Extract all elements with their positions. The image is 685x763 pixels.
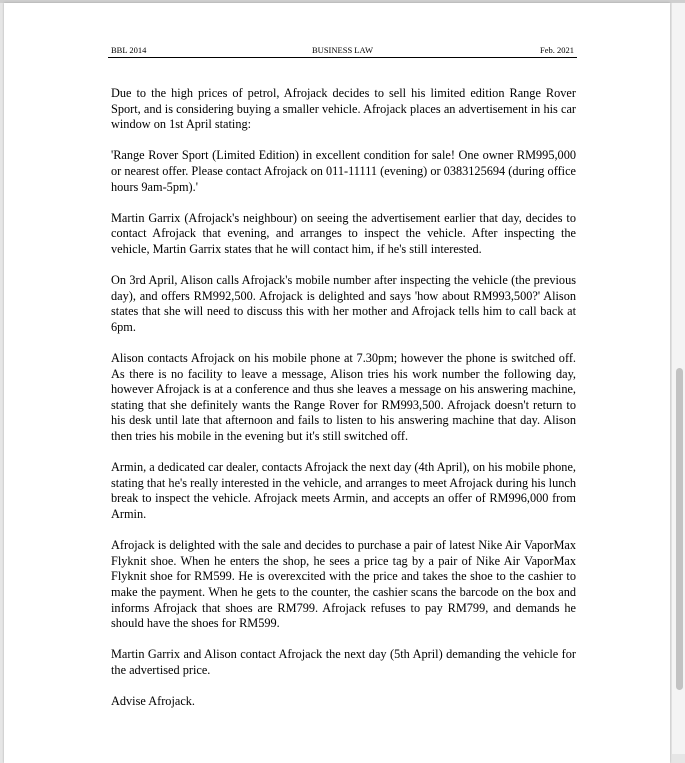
- header-subject-title: BUSINESS LAW: [312, 45, 373, 55]
- paragraph-question: Advise Afrojack.: [111, 694, 196, 709]
- paragraph-intro: Due to the high prices of petrol, Afrojack decides to sell his limited edition Range Rover Sport, and is considering buying a smaller vehicle. Afrojack places an advertisement in his car window on 1st April stating:: [111, 86, 576, 132]
- paragraph-demand: Martin Garrix and Alison contact Afrojack the next day (5th April) demanding the vehicle for the advertised price.: [111, 647, 576, 677]
- vertical-scrollbar[interactable]: [671, 3, 685, 754]
- header-date: Feb. 2021: [540, 45, 574, 55]
- paragraph-shoes: Afrojack is delighted with the sale and decides to purchase a pair of latest Nike Air VaporMax Flyknit shoe. When he enters the shop, he sees a price tag by a pair of Nike Air VaporMax Flyknit shoe for RM599. He is overexcited with the price and takes the shoe to the cashier to make the payment. When he gets to the counter, the cashier scans the barcode on the box and informs Afrojack that shoes are RM799. Afrojack refuses to pay RM799, and demands he should have the shoes for RM599.: [111, 538, 576, 631]
- scrollbar-thumb[interactable]: [676, 368, 683, 690]
- paragraph-alison-contact: Alison contacts Afrojack on his mobile phone at 7.30pm; however the phone is switched off. As there is no facility to leave a message, Alison tries his work number the following day, however Afrojack is at a conference and thus she leaves a message on his answering machine, stating that she definitely wants the Range Rover for RM993,500. Afrojack doesn't return to his desk until late that afternoon and fails to listen to his answering machine that day. Alison then tries his mobile in the evening but it's still switched off.: [111, 351, 576, 444]
- paragraph-martin-garrix: Martin Garrix (Afrojack's neighbour) on seeing the advertisement earlier that day, decides to contact Afrojack that evening, and arranges to inspect the vehicle. After inspecting the vehicle, Martin Garrix states that he will contact him, if he's still interested.: [111, 210, 576, 256]
- header-course-code: BBL 2014: [111, 45, 147, 55]
- document-body: [111, 86, 576, 725]
- paragraph-advertisement: 'Range Rover Sport (Limited Edition) in excellent condition for sale! One owner RM995,000 or nearest offer. Please contact Afrojack on 011-11111 (evening) or 0383125694 (during office hours 9am-5pm).': [111, 148, 576, 194]
- page-header: [108, 45, 577, 58]
- paragraph-armin: Armin, a dedicated car dealer, contacts Afrojack the next day (4th April), on his mobile phone, stating that he's really interested in the vehicle, and arranges to meet Afrojack during his lunch break to inspect the vehicle. Afrojack meets Armin, and accepts an offer of RM996,000 from Armin.: [111, 460, 576, 522]
- paragraph-alison-offer: On 3rd April, Alison calls Afrojack's mobile number after inspecting the vehicle (the previous day), and offers RM992,500. Afrojack is delighted and says 'how about RM993,500?' Alison states that she will need to discuss this with her mother and Afrojack tells him to call back at 6pm.: [111, 273, 576, 334]
